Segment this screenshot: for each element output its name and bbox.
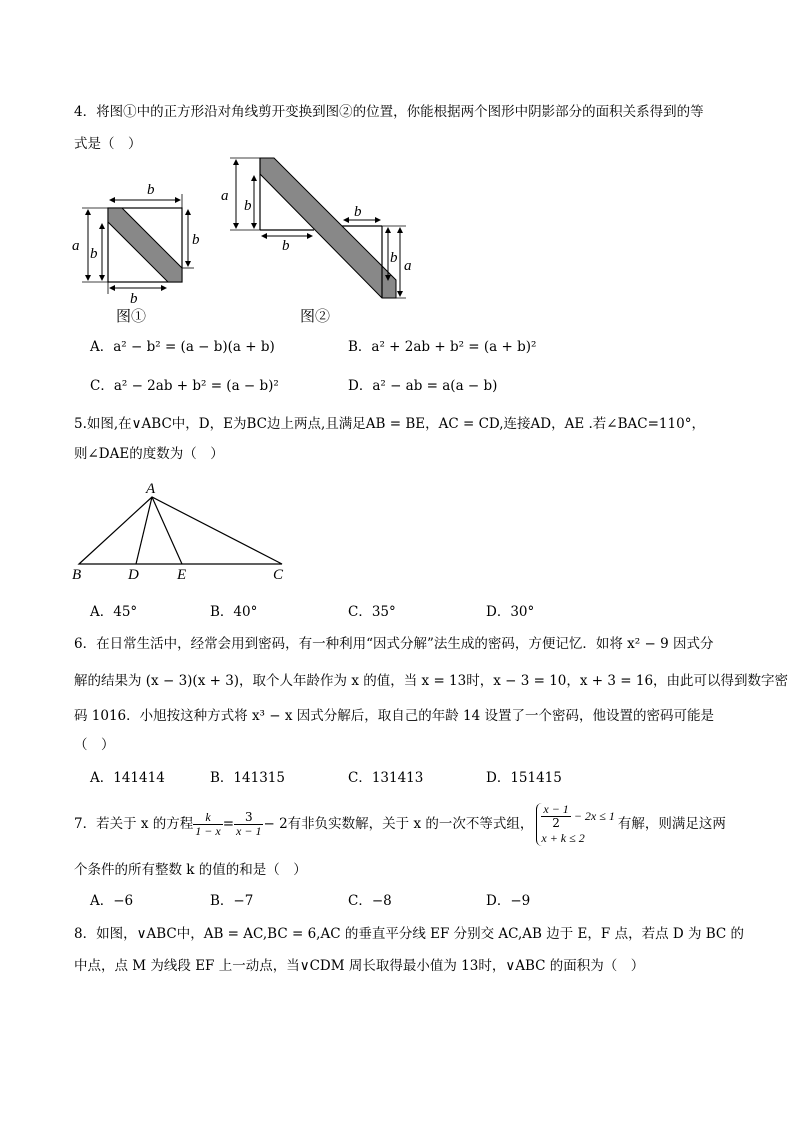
q8-stem-line1: 8．如图，∨ABC中，AB = AC,BC = 6,AC 的垂直平分线 EF 分别交 AC,AB 边于 E，F 点，若点 D 为 BC 的 bbox=[74, 926, 745, 942]
q5-option-a[interactable]: A．45° bbox=[90, 604, 138, 620]
q5-point-e: E bbox=[177, 567, 187, 583]
q6-option-b[interactable]: B．141315 bbox=[210, 770, 285, 786]
q7-stem-line1 bbox=[74, 798, 726, 850]
q6-option-a[interactable]: A．141414 bbox=[90, 770, 165, 786]
fig1-label-a: a bbox=[72, 238, 80, 254]
q6-stem-line2: 解的结果为 (x − 3)(x + 3)，取个人年龄作为 x 的值，当 x = 13时，x − 3 = 10，x + 3 = 16，由此可以得到数字密 bbox=[74, 673, 789, 689]
q5-point-a: A bbox=[146, 481, 156, 497]
fig2-label-a-right: a bbox=[404, 258, 412, 274]
q7-prefix: 7．若关于 x 的方程 bbox=[74, 816, 194, 832]
fig1-label-b-top: b bbox=[147, 182, 155, 198]
q5-point-c: C bbox=[273, 567, 284, 583]
q7-eq: = bbox=[222, 816, 235, 832]
q4-fig1-caption: 图① bbox=[116, 307, 147, 325]
q7-mid: − 2有非负实数解，关于 x 的一次不等式组， bbox=[263, 816, 534, 832]
fig2-label-b-left: b bbox=[244, 198, 252, 214]
q4-stem-line1: 4．将图①中的正方形沿对角线剪开变换到图②的位置，你能根据两个图形中阴影部分的面积关系得到的等 bbox=[74, 104, 704, 120]
q4-figure-2 bbox=[218, 150, 418, 310]
q7-inequality-system: $\frac{x - 1}{2}$ − 2x ≤ 1 x + k ≤ 2 bbox=[536, 803, 614, 846]
fig2-label-a-left: a bbox=[221, 188, 229, 204]
q4-option-d[interactable]: D．a² − ab = a(a − b) bbox=[348, 378, 498, 394]
fig2-label-b-top: b bbox=[354, 204, 362, 220]
q6-stem-line1: 6．在日常生活中，经常会用到密码，有一种利用“因式分解”法生成的密码，方便记忆．如将 x² − 9 因式分 bbox=[74, 636, 714, 652]
q7-fraction-2: $\frac{3}{x - 1}$ bbox=[236, 809, 262, 838]
q4-stem-line2: 式是（ ） bbox=[74, 136, 142, 152]
q4-option-b[interactable]: B．a² + 2ab + b² = (a + b)² bbox=[348, 339, 537, 355]
fig1-label-b-bottom: b bbox=[130, 291, 138, 307]
fig2-label-b-right: b bbox=[390, 250, 398, 266]
q7-fraction-1: $\frac{k}{1 - x}$ bbox=[195, 809, 221, 838]
q5-option-d[interactable]: D．30° bbox=[486, 604, 535, 620]
q8-stem-line2: 中点，点 M 为线段 EF 上一动点，当∨CDM 周长取得最小值为 13时，∨ABC 的面积为（ ） bbox=[74, 958, 645, 974]
q5-point-b: B bbox=[72, 567, 82, 583]
q4-option-c[interactable]: C．a² − 2ab + b² = (a − b)² bbox=[90, 378, 279, 394]
fig1-label-b-left: b bbox=[90, 246, 98, 262]
q5-stem-line1: 5.如图,在∨ABC中，D，E为BC边上两点,且满足AB = BE，AC = CD,连接AD，AE .若∠BAC=110°， bbox=[74, 416, 705, 432]
q5-point-d: D bbox=[128, 567, 139, 583]
fig1-label-b-right: b bbox=[192, 232, 200, 248]
q5-option-c[interactable]: C．35° bbox=[348, 604, 396, 620]
q5-stem-line2: 则∠DAE的度数为（ ） bbox=[74, 446, 224, 462]
q7-option-a[interactable]: A．−6 bbox=[90, 893, 134, 909]
fig2-label-b-bottom: b bbox=[282, 238, 290, 254]
q4-option-a[interactable]: A．a² − b² = (a − b)(a + b) bbox=[90, 339, 275, 355]
q6-stem-line4: （ ） bbox=[74, 737, 115, 753]
q6-option-d[interactable]: D．151415 bbox=[486, 770, 562, 786]
q7-stem-line2: 个条件的所有整数 k 的值的和是（ ） bbox=[74, 862, 307, 878]
q5-triangle-figure bbox=[70, 480, 300, 585]
q7-option-c[interactable]: C．−8 bbox=[348, 893, 392, 909]
q6-stem-line3: 码 1016．小旭按这种方式将 x³ − x 因式分解后，取自己的年龄 14 设置了一个密码，他设置的密码可能是 bbox=[74, 708, 715, 724]
q6-option-c[interactable]: C．131413 bbox=[348, 770, 424, 786]
q4-fig2-caption: 图② bbox=[300, 307, 331, 325]
q7-suffix: 有解，则满足这两 bbox=[617, 816, 726, 832]
q5-option-b[interactable]: B．40° bbox=[210, 604, 258, 620]
q7-option-b[interactable]: B．−7 bbox=[210, 893, 254, 909]
q7-option-d[interactable]: D．−9 bbox=[486, 893, 531, 909]
